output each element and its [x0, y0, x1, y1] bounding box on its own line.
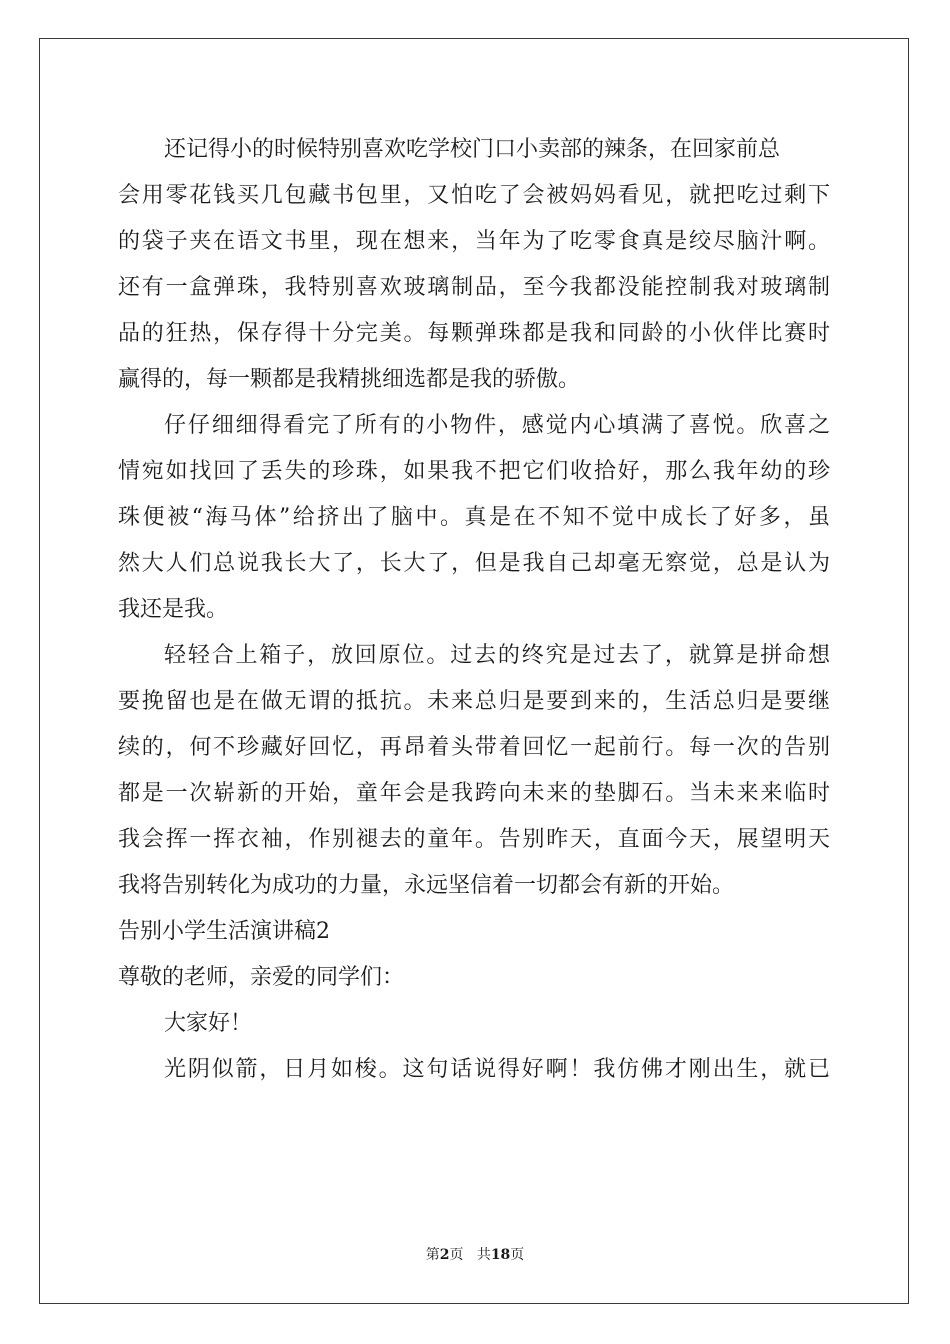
paragraph-line: 我还是我。: [118, 597, 229, 622]
paragraph-line: 赢得的，每一颗都是我精挑细选都是我的骄傲。: [118, 367, 581, 392]
total-suffix: 页: [510, 1247, 525, 1263]
greeting: 大家好！: [164, 1011, 253, 1036]
paragraph-line: 然大人们总说我长大了，长大了，但是我自己却毫无察觉，总是认为: [118, 551, 830, 576]
paragraph-line: 还记得小的时候特别喜欢吃学校门口小卖部的辣条，在回家前总: [164, 137, 781, 162]
paragraph-line: 的袋子夹在语文书里，现在想来，当年为了吃零食真是绞尽脑汁啊。: [118, 229, 830, 254]
paragraph-line: 我会挥一挥衣袖，作别褪去的童年。告别昨天，直面今天，展望明天: [118, 827, 830, 852]
paragraph-line: 都是一次崭新的开始，童年会是我跨向未来的垫脚石。当未来来临时: [118, 781, 830, 806]
paragraph-line: 还有一盒弹珠，我特别喜欢玻璃制品，至今我都没能控制我对玻璃制: [118, 275, 830, 300]
paragraph-line: 续的，何不珍藏好回忆，再昂着头带着回忆一起前行。每一次的告别: [118, 735, 830, 760]
section-title: 告别小学生活演讲稿2: [118, 919, 330, 944]
paragraph-line: 珠便被“海马体”给挤出了脑中。真是在不知不觉中成长了好多，虽: [118, 505, 830, 530]
page-prefix: 第: [425, 1247, 440, 1263]
paragraph-line: 品的狂热，保存得十分完美。每颗弹珠都是我和同龄的小伙伴比赛时: [118, 321, 830, 346]
salutation: 尊敬的老师，亲爱的同学们：: [118, 965, 405, 990]
paragraph-line: 情宛如找回了丢失的珍珠，如果我不把它们收拾好，那么我年幼的珍: [118, 459, 830, 484]
paragraph-line: 光阴似箭，日月如梭。这句话说得好啊！我仿佛才刚出生，就已: [164, 1057, 830, 1082]
page-number: 2: [439, 1247, 450, 1263]
paragraph-line: 我将告别转化为成功的力量，永远坚信着一切都会有新的开始。: [118, 873, 735, 898]
paragraph-line: 要挽留也是在做无谓的抵抗。未来总归是要到来的，生活总归是要继: [118, 689, 830, 714]
page-suffix: 页: [449, 1247, 464, 1263]
total-pages: 18: [490, 1247, 511, 1263]
total-prefix: 共: [476, 1247, 491, 1263]
paragraph-line: 轻轻合上箱子，放回原位。过去的终究是过去了，就算是拼命想: [164, 643, 830, 668]
paragraph-line: 仔仔细细得看完了所有的小物件，感觉内心填满了喜悦。欣喜之: [164, 413, 830, 438]
page-footer: [0, 1244, 950, 1264]
paragraph-line: 会用零花钱买几包藏书包里，又怕吃了会被妈妈看见，就把吃过剩下: [118, 183, 830, 208]
